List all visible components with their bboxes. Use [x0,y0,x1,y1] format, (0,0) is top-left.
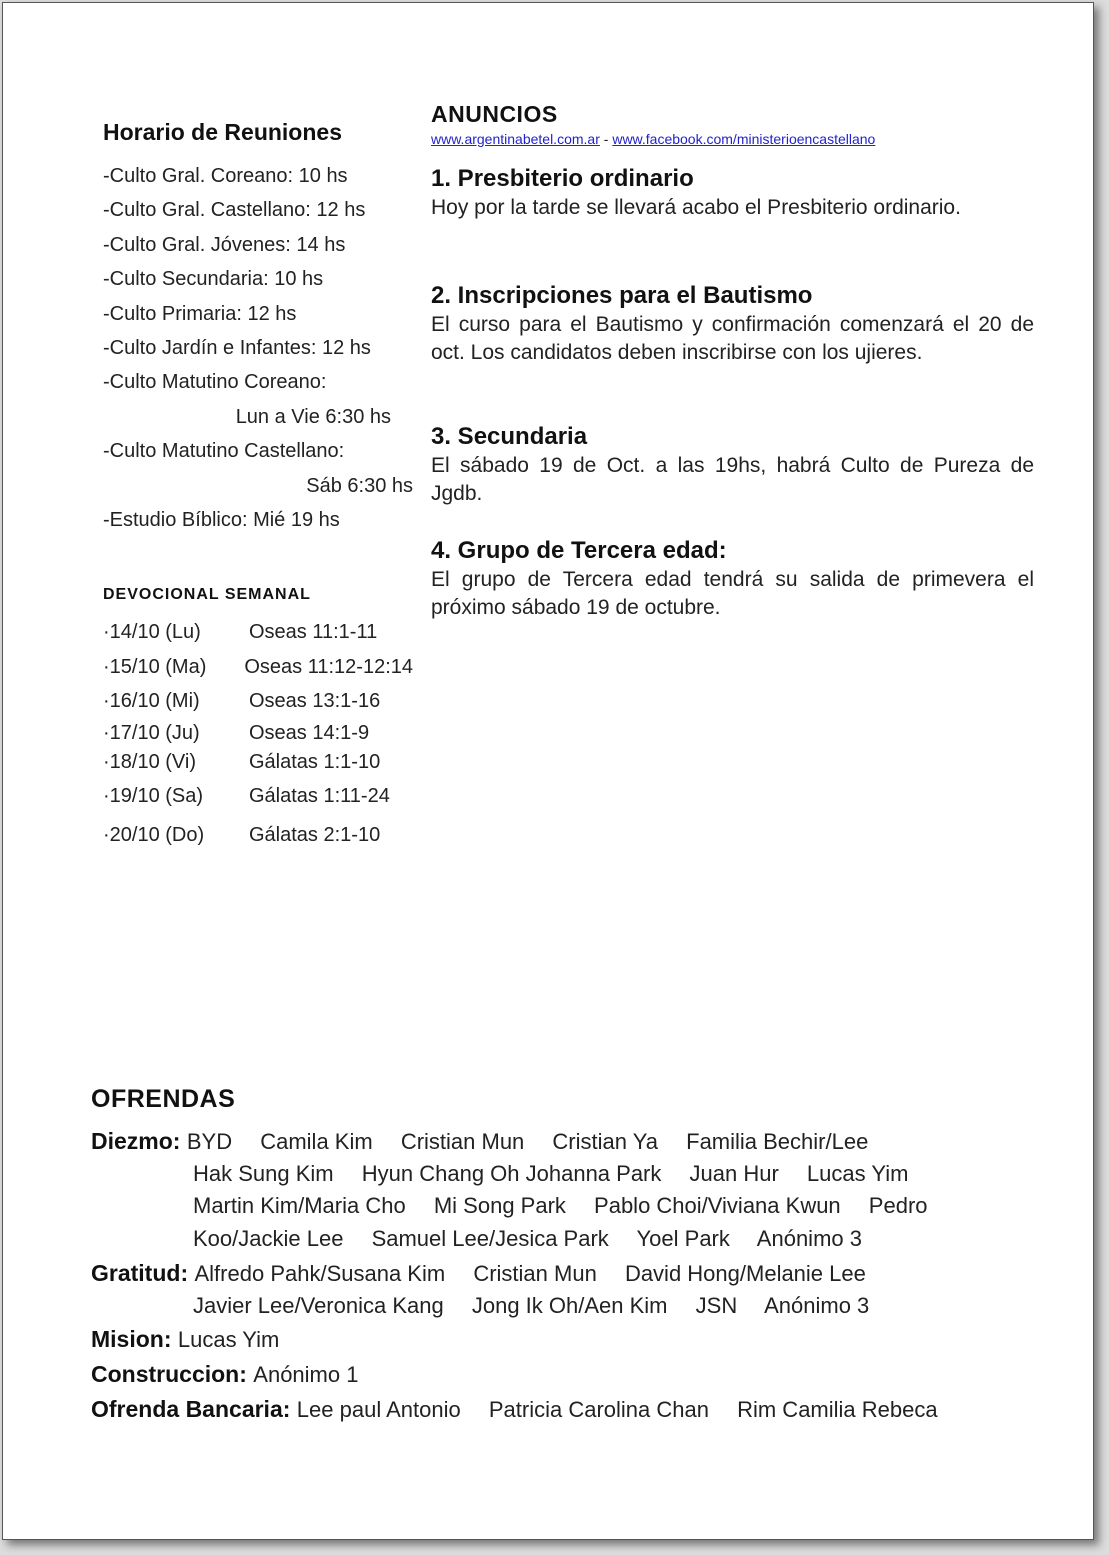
donor-name: Koo/Jackie Lee [193,1225,344,1251]
offering-line [91,1290,1051,1323]
offering-line [91,1190,1051,1223]
announcement-item [431,536,1034,622]
announcements-title: ANUNCIOS [431,101,558,127]
donor-name: Patricia Carolina Chan [488,1397,709,1422]
announcement-title: 1. Presbiterio ordinario [431,165,694,192]
donor-name: Mi Song Park [433,1193,566,1218]
donor-name: Camila Kim [260,1129,373,1154]
donor-name: Anónimo 3 [756,1225,862,1251]
donor-name: Yoel Park [636,1225,730,1251]
schedule-item: Lun a Vie 6:30 hs [235,405,391,428]
announcement-item [431,164,1034,222]
donor-name: BYD [186,1129,233,1154]
devotional-row [103,719,413,748]
devotional-day: ·18/10 (Vi) [103,750,197,773]
schedule-item: -Culto Matutino Coreano: [103,371,327,394]
announcements-links [431,131,875,147]
schedule-item: Sáb 6:30 hs [306,474,413,497]
offering-label: Mision: [91,1326,178,1352]
announcement-body: El curso para el Bautismo y confirmación comenzará el 20 de oct. Los candidatos deben inscribirse con los ujieres. [431,313,1034,364]
schedule-item: -Culto Secundaria: 10 hs [103,268,324,291]
devotional-ref: Oseas 14:1-9 [249,721,370,744]
offerings-mision [91,1323,1051,1356]
devotional-day: ·14/10 (Lu) [103,621,201,643]
announcement-title: 2. Inscripciones para el Bautismo [431,282,813,309]
link-separator: - [603,131,609,147]
offering-line [91,1158,1051,1191]
donor-name: David Hong/Melanie Lee [624,1261,866,1286]
offering-line [91,1358,1051,1391]
donor-name: Hak Sung Kim [193,1160,334,1186]
facebook-link[interactable]: www.facebook.com/ministerioencastellano [612,131,876,147]
devotional-row [103,650,413,685]
devotional-title: DEVOCIONAL SEMANAL [103,586,311,603]
offerings-title: OFRENDAS [91,1085,236,1113]
announcement-body: El sábado 19 de Oct. a las 19hs, habrá Culto de Pureza de Jgdb. [431,454,1034,505]
bulletin-page [2,2,1094,1540]
offering-line [91,1223,1051,1256]
schedule-item: -Culto Gral. Coreano: 10 hs [103,165,348,187]
announcement-title: 3. Secundaria [431,423,588,450]
devotional-day: ·15/10 (Ma) [103,655,207,678]
announcement-item [431,422,1034,508]
announcement-body: El grupo de Tercera edad tendrá su salida de primevera el próximo sábado 19 de octubre. [431,568,1034,619]
offering-line [91,1393,1051,1426]
donor-name: Martin Kim/Maria Cho [193,1193,406,1218]
donor-name: Cristian Mun [400,1129,525,1154]
offering-label: Construccion: [91,1361,254,1387]
offerings-gratitud [91,1257,1051,1322]
donor-name: Anónimo 3 [764,1292,870,1318]
devotional-row [103,816,413,855]
donor-name: Juan Hur [689,1160,779,1186]
donor-name: Cristian Mun [473,1261,597,1286]
donor-name: Rim Camilia Rebeca [737,1397,938,1422]
schedule-title: Horario de Reuniones [103,119,342,145]
devotional-day: ·19/10 (Sa) [103,784,204,807]
offering-line [91,1257,1051,1290]
donor-name: Samuel Lee/Jesica Park [371,1225,609,1251]
devotional-ref: Gálatas 1:11-24 [249,784,390,807]
offering-label: Ofrenda Bancaria: [91,1396,297,1422]
donor-name: JSN [695,1292,738,1318]
donor-name: Cristian Ya [552,1129,658,1154]
offering-line [91,1125,1051,1158]
announcement-body: Hoy por la tarde se llevará acabo el Presbiterio ordinario. [431,196,961,219]
devotional-row [103,684,413,719]
offering-label: Gratitud: [91,1260,195,1286]
offering-label: Diezmo: [91,1128,187,1154]
donor-name: Jong Ik Oh/Aen Kim [471,1292,668,1318]
announcement-item [431,281,1034,367]
schedule-item: -Culto Matutino Castellano: [103,440,345,463]
devotional-ref: Oseas 11:12-12:14 [244,655,413,678]
donor-name: Lee paul Antonio [296,1397,461,1422]
website-link[interactable]: www.argentinabetel.com.ar [431,131,600,147]
devotional-ref: Gálatas 2:1-10 [249,823,381,846]
devotional-ref: Gálatas 1:1-10 [249,750,381,773]
devotional-row [103,748,413,777]
devotional-row [103,777,413,816]
offerings-diezmo [91,1125,1051,1255]
schedule-item: -Culto Primaria: 12 hs [103,302,297,325]
devotional-list [103,615,413,855]
devotional-day: ·16/10 (Mi) [103,690,200,712]
donor-name: Alfredo Pahk/Susana Kim [194,1261,446,1286]
schedule-item: -Culto Gral. Castellano: 12 hs [103,199,366,222]
donor-name: Hyun Chang Oh Johanna Park [361,1160,662,1186]
offering-line [91,1323,1051,1356]
devotional-day: ·20/10 (Do) [103,823,205,846]
devotional-day: ·17/10 (Ju) [103,721,200,744]
devotional-row [103,615,413,650]
offerings-construccion [91,1358,1051,1391]
offerings-bancaria [91,1393,1051,1426]
schedule-item: -Culto Gral. Jóvenes: 14 hs [103,233,346,256]
donor-name: Pablo Choi/Viviana Kwun [594,1193,841,1218]
donor-name: Pedro [868,1193,928,1218]
announcement-title: 4. Grupo de Tercera edad: [431,537,727,564]
donor-name: Familia Bechir/Lee [686,1129,869,1154]
schedule-item: -Estudio Bíblico: Mié 19 hs [103,508,340,531]
schedule-item: -Culto Jardín e Infantes: 12 hs [103,336,371,359]
schedule-list [103,159,413,537]
devotional-ref: Oseas 13:1-16 [249,690,381,712]
donor-name: Anónimo 1 [253,1362,359,1387]
devotional-ref: Oseas 11:1-11 [249,621,378,643]
donor-name: Lucas Yim [806,1160,909,1186]
donor-name: Lucas Yim [177,1327,280,1352]
donor-name: Javier Lee/Veronica Kang [193,1292,444,1318]
